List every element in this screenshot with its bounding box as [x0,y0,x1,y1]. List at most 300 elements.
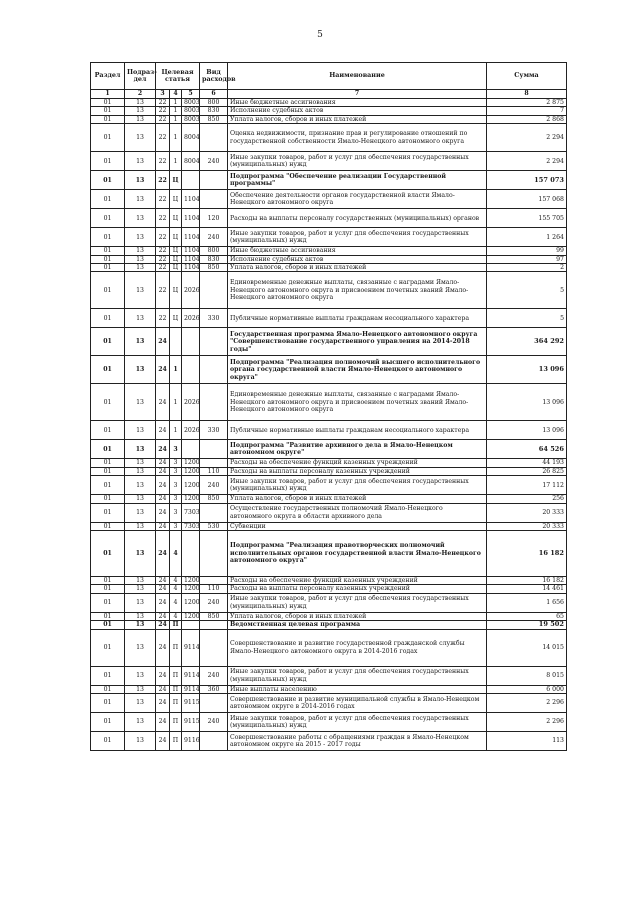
target-subprogram-cell: Ц [170,228,182,247]
razdel-cell: 01 [91,309,125,328]
target-program-cell: 22 [156,107,170,115]
table-row [91,440,567,459]
table-row [91,621,567,629]
amount-cell: 20 333 [487,522,567,530]
item-name-cell: Иные закупки товаров, работ и услуг для обеспечения государственных (муниципальных) нужд [228,476,487,495]
target-subprogram-cell: П [170,694,182,713]
item-name-cell: Исполнение судебных актов [228,255,487,263]
target-subprogram-cell: Ц [170,190,182,209]
column-index: 2 [125,90,156,99]
item-name-cell: Субвенции [228,522,487,530]
podrazdel-cell: 13 [125,577,156,585]
razdel-cell: 01 [91,171,125,190]
column-index-row [91,90,567,99]
table-row [91,328,567,356]
target-direction-cell: 1200 [182,593,200,612]
razdel-cell: 01 [91,732,125,751]
podrazdel-cell: 13 [125,124,156,152]
column-index: 5 [182,90,200,99]
podrazdel-cell: 13 [125,621,156,629]
target-program-cell: 22 [156,124,170,152]
target-program-cell: 24 [156,694,170,713]
target-program-cell: 24 [156,495,170,503]
target-direction-cell: 1104 [182,209,200,228]
target-program-cell: 24 [156,440,170,459]
target-subprogram-cell: 4 [170,577,182,585]
target-subprogram-cell: Ц [170,247,182,255]
razdel-cell: 01 [91,503,125,522]
amount-cell: 97 [487,255,567,263]
expense-type-cell: 240 [200,228,228,247]
target-direction-cell: 7303 [182,522,200,530]
amount-cell: 20 333 [487,503,567,522]
podrazdel-cell: 13 [125,228,156,247]
target-subprogram-cell: П [170,685,182,693]
expense-type-cell: 850 [200,495,228,503]
table-row [91,629,567,666]
table-row [91,522,567,530]
item-name-cell: Уплата налогов, сборов и иных платежей [228,264,487,272]
target-program-cell: 22 [156,152,170,171]
table-row [91,309,567,328]
column-index: 4 [170,90,182,99]
target-direction-cell: 2026 [182,309,200,328]
target-direction-cell [182,621,200,629]
target-direction-cell: 1200 [182,495,200,503]
expense-type-cell: 830 [200,107,228,115]
target-subprogram-cell: 4 [170,531,182,577]
razdel-cell: 01 [91,255,125,263]
item-name-cell: Обеспечение деятельности органов государственной власти Ямало-Ненецкого автономного округа [228,190,487,209]
podrazdel-cell: 13 [125,209,156,228]
target-program-cell: 22 [156,309,170,328]
podrazdel-cell: 13 [125,356,156,384]
expense-type-cell: 850 [200,115,228,123]
target-direction-cell: 8003 [182,107,200,115]
table-row [91,356,567,384]
expense-type-cell [200,356,228,384]
table-row [91,124,567,152]
expense-type-cell [200,629,228,666]
podrazdel-cell: 13 [125,384,156,421]
column-index: 6 [200,90,228,99]
podrazdel-cell: 13 [125,152,156,171]
podrazdel-cell: 13 [125,440,156,459]
item-name-cell: Иные выплаты населению [228,685,487,693]
target-direction-cell [182,328,200,356]
table-row [91,531,567,577]
target-subprogram-cell: 3 [170,522,182,530]
table-row [91,228,567,247]
podrazdel-cell: 13 [125,694,156,713]
table-row [91,384,567,421]
podrazdel-cell: 13 [125,666,156,685]
expense-type-cell [200,694,228,713]
target-direction-cell: 2026 [182,421,200,440]
target-subprogram-cell: П [170,621,182,629]
podrazdel-cell: 13 [125,264,156,272]
item-name-cell: Уплата налогов, сборов и иных платежей [228,495,487,503]
target-direction-cell [182,356,200,384]
item-name-cell: Публичные нормативные выплаты гражданам несоциального характера [228,421,487,440]
item-name-cell: Расходы на выплаты персоналу казенных учреждений [228,467,487,475]
amount-cell: 5 [487,272,567,309]
table-row [91,107,567,115]
target-subprogram-cell: П [170,666,182,685]
target-subprogram-cell: 1 [170,384,182,421]
amount-cell: 157 068 [487,190,567,209]
razdel-cell: 01 [91,593,125,612]
target-program-cell: 24 [156,384,170,421]
expense-type-cell: 360 [200,685,228,693]
expense-type-cell: 110 [200,467,228,475]
target-program-cell: 24 [156,666,170,685]
target-direction-cell [182,171,200,190]
target-program-cell: 24 [156,522,170,530]
expense-type-cell: 240 [200,666,228,685]
item-name-cell: Иные закупки товаров, работ и услуг для обеспечения государственных (муниципальных) нужд [228,713,487,732]
podrazdel-cell: 13 [125,593,156,612]
target-subprogram-cell: Ц [170,255,182,263]
amount-cell: 13 096 [487,421,567,440]
target-program-cell: 22 [156,247,170,255]
item-name-cell: Совершенствование и развитие муниципальной службы в Ямало-Ненецком автономном округе в 2014-2016 годах [228,694,487,713]
expense-type-cell: 240 [200,713,228,732]
razdel-cell: 01 [91,476,125,495]
item-name-cell: Расходы на выплаты персоналу государственных (муниципальных) органов [228,209,487,228]
target-subprogram-cell: 1 [170,421,182,440]
expense-type-cell [200,190,228,209]
razdel-cell: 01 [91,467,125,475]
podrazdel-cell: 13 [125,115,156,123]
target-direction-cell: 8003 [182,99,200,107]
target-direction-cell: 9115 [182,713,200,732]
razdel-cell: 01 [91,247,125,255]
razdel-cell: 01 [91,421,125,440]
expense-type-cell: 530 [200,522,228,530]
target-direction-cell: 9115 [182,694,200,713]
amount-cell: 2 296 [487,694,567,713]
razdel-cell: 01 [91,666,125,685]
target-subprogram-cell: 3 [170,503,182,522]
item-name-cell: Оценка недвижимости, признание прав и регулирование отношений по государственной собственности Ямало-Ненецкого автономного округа [228,124,487,152]
table-row [91,190,567,209]
target-direction-cell: 1200 [182,459,200,467]
razdel-cell: 01 [91,124,125,152]
expense-type-cell: 800 [200,99,228,107]
target-direction-cell [182,440,200,459]
podrazdel-cell: 13 [125,99,156,107]
item-name-cell: Подпрограмма "Развитие архивного дела в Ямало-Ненецком автономном округе" [228,440,487,459]
column-index: 7 [228,90,487,99]
target-subprogram-cell: П [170,629,182,666]
target-program-cell: 24 [156,713,170,732]
expense-type-cell: 330 [200,309,228,328]
item-name-cell: Совершенствование и развитие государственной гражданской службы Ямало-Ненецкого автономного округа в 2014-2016 годах [228,629,487,666]
column-index: 1 [91,90,125,99]
header-name: Наименование [228,63,487,90]
header-razdel: Раздел [91,63,125,90]
razdel-cell: 01 [91,228,125,247]
razdel-cell: 01 [91,356,125,384]
amount-cell: 14 461 [487,585,567,593]
target-subprogram-cell: 3 [170,459,182,467]
target-subprogram-cell: Ц [170,209,182,228]
podrazdel-cell: 13 [125,272,156,309]
expense-type-cell [200,732,228,751]
table-row [91,264,567,272]
expense-type-cell: 240 [200,152,228,171]
item-name-cell: Иные бюджетные ассигнования [228,247,487,255]
amount-cell: 8 015 [487,666,567,685]
target-direction-cell: 8004 [182,152,200,171]
target-program-cell: 24 [156,593,170,612]
target-direction-cell: 2026 [182,384,200,421]
target-subprogram-cell [170,328,182,356]
table-row [91,272,567,309]
podrazdel-cell: 13 [125,247,156,255]
target-direction-cell: 1104 [182,247,200,255]
amount-cell: 157 073 [487,171,567,190]
table-body [91,99,567,751]
razdel-cell: 01 [91,152,125,171]
razdel-cell: 01 [91,99,125,107]
target-subprogram-cell: Ц [170,309,182,328]
amount-cell: 16 182 [487,577,567,585]
razdel-cell: 01 [91,495,125,503]
table-row [91,152,567,171]
podrazdel-cell: 13 [125,531,156,577]
target-direction-cell: 1104 [182,264,200,272]
budget-table [90,62,567,751]
razdel-cell: 01 [91,115,125,123]
razdel-cell: 01 [91,272,125,309]
razdel-cell: 01 [91,612,125,620]
podrazdel-cell: 13 [125,107,156,115]
amount-cell: 19 502 [487,621,567,629]
item-name-cell: Иные закупки товаров, работ и услуг для обеспечения государственных (муниципальных) нужд [228,228,487,247]
target-subprogram-cell: 3 [170,495,182,503]
podrazdel-cell: 13 [125,421,156,440]
target-subprogram-cell: 3 [170,440,182,459]
target-subprogram-cell: 4 [170,612,182,620]
target-subprogram-cell: 1 [170,107,182,115]
amount-cell: 2 875 [487,99,567,107]
column-index: 3 [156,90,170,99]
target-direction-cell: 2026 [182,272,200,309]
expense-type-cell [200,171,228,190]
target-direction-cell: 8003 [182,115,200,123]
razdel-cell: 01 [91,577,125,585]
table-row [91,577,567,585]
razdel-cell: 01 [91,328,125,356]
item-name-cell: Уплата налогов, сборов и иных платежей [228,115,487,123]
target-program-cell: 24 [156,629,170,666]
target-program-cell: 22 [156,264,170,272]
expense-type-cell: 850 [200,264,228,272]
amount-cell: 2 868 [487,115,567,123]
target-program-cell: 22 [156,209,170,228]
amount-cell: 2 296 [487,713,567,732]
podrazdel-cell: 13 [125,732,156,751]
razdel-cell: 01 [91,629,125,666]
podrazdel-cell: 13 [125,171,156,190]
podrazdel-cell: 13 [125,612,156,620]
razdel-cell: 01 [91,694,125,713]
item-name-cell: Единовременные денежные выплаты, связанные с наградами Ямало-Ненецкого автономного округа и присвоением почетных званий Ямало-Ненецкого автономного округа [228,272,487,309]
amount-cell: 256 [487,495,567,503]
target-subprogram-cell: П [170,732,182,751]
target-subprogram-cell: Ц [170,264,182,272]
expense-type-cell [200,459,228,467]
amount-cell: 65 [487,612,567,620]
item-name-cell: Государственная программа Ямало-Ненецкого автономного округа "Совершенствование государственного управления на 2014-2018 годы" [228,328,487,356]
expense-type-cell [200,577,228,585]
target-direction-cell: 1200 [182,467,200,475]
item-name-cell: Иные закупки товаров, работ и услуг для обеспечения государственных (муниципальных) нужд [228,666,487,685]
target-program-cell: 24 [156,732,170,751]
column-index: 8 [487,90,567,99]
header-celevaya: Целевая статья [156,63,200,90]
expense-type-cell [200,503,228,522]
item-name-cell: Иные закупки товаров, работ и услуг для обеспечения государственных (муниципальных) нужд [228,593,487,612]
expense-type-cell [200,440,228,459]
target-program-cell: 22 [156,228,170,247]
target-subprogram-cell: Ц [170,171,182,190]
target-direction-cell [182,531,200,577]
podrazdel-cell: 13 [125,685,156,693]
expense-type-cell [200,328,228,356]
target-direction-cell: 9114 [182,629,200,666]
expense-type-cell: 830 [200,255,228,263]
target-program-cell: 24 [156,585,170,593]
item-name-cell: Подпрограмма "Реализация полномочий высшего исполнительного органа государственной власти Ямало-Ненецкого автономного округа" [228,356,487,384]
item-name-cell: Исполнение судебных актов [228,107,487,115]
podrazdel-cell: 13 [125,495,156,503]
podrazdel-cell: 13 [125,522,156,530]
expense-type-cell: 800 [200,247,228,255]
target-subprogram-cell: 3 [170,467,182,475]
header-vid: Вид расходов [200,63,228,90]
amount-cell: 17 112 [487,476,567,495]
amount-cell: 13 096 [487,384,567,421]
podrazdel-cell: 13 [125,309,156,328]
target-program-cell: 24 [156,476,170,495]
amount-cell: 1 656 [487,593,567,612]
item-name-cell: Иные закупки товаров, работ и услуг для обеспечения государственных (муниципальных) нужд [228,152,487,171]
target-program-cell: 24 [156,621,170,629]
expense-type-cell: 850 [200,612,228,620]
razdel-cell: 01 [91,107,125,115]
item-name-cell: Ведомственная целевая программа [228,621,487,629]
target-program-cell: 24 [156,531,170,577]
expense-type-cell [200,531,228,577]
expense-type-cell [200,384,228,421]
razdel-cell: 01 [91,209,125,228]
table-row [91,171,567,190]
target-program-cell: 24 [156,685,170,693]
razdel-cell: 01 [91,384,125,421]
target-subprogram-cell: П [170,713,182,732]
amount-cell: 14 015 [487,629,567,666]
amount-cell: 2 [487,264,567,272]
razdel-cell: 01 [91,585,125,593]
target-subprogram-cell: 3 [170,476,182,495]
item-name-cell: Подпрограмма "Реализация правотворческих полномочий исполнительных органов государственной власти Ямало-Ненецкого автономного округа" [228,531,487,577]
target-program-cell: 24 [156,612,170,620]
table-row [91,694,567,713]
podrazdel-cell: 13 [125,585,156,593]
table-row [91,585,567,593]
target-subprogram-cell: 1 [170,152,182,171]
podrazdel-cell: 13 [125,476,156,495]
target-program-cell: 22 [156,171,170,190]
target-direction-cell: 1104 [182,190,200,209]
item-name-cell: Единовременные денежные выплаты, связанные с наградами Ямало-Ненецкого автономного округа и присвоением почетных званий Ямало-Ненецкого автономного округа [228,384,487,421]
podrazdel-cell: 13 [125,467,156,475]
target-direction-cell: 9114 [182,685,200,693]
target-program-cell: 24 [156,328,170,356]
podrazdel-cell: 13 [125,503,156,522]
item-name-cell: Публичные нормативные выплаты гражданам несоциального характера [228,309,487,328]
target-direction-cell: 7303 [182,503,200,522]
razdel-cell: 01 [91,621,125,629]
table-row [91,476,567,495]
podrazdel-cell: 13 [125,459,156,467]
target-direction-cell: 1200 [182,476,200,495]
target-subprogram-cell: 1 [170,99,182,107]
amount-cell: 64 526 [487,440,567,459]
table-row [91,467,567,475]
target-program-cell: 24 [156,467,170,475]
target-direction-cell: 1104 [182,255,200,263]
target-program-cell: 24 [156,459,170,467]
item-name-cell: Подпрограмма "Обеспечение реализации Государственной программы" [228,171,487,190]
target-subprogram-cell: 4 [170,593,182,612]
razdel-cell: 01 [91,713,125,732]
table-row [91,495,567,503]
table-row [91,685,567,693]
item-name-cell: Расходы на обеспечение функций казенных учреждений [228,459,487,467]
amount-cell: 26 825 [487,467,567,475]
amount-cell: 99 [487,247,567,255]
expense-type-cell [200,272,228,309]
podrazdel-cell: 13 [125,255,156,263]
header-sum: Сумма [487,63,567,90]
table-row [91,421,567,440]
razdel-cell: 01 [91,459,125,467]
target-program-cell: 24 [156,503,170,522]
razdel-cell: 01 [91,531,125,577]
target-program-cell: 22 [156,99,170,107]
razdel-cell: 01 [91,440,125,459]
razdel-cell: 01 [91,264,125,272]
item-name-cell: Расходы на обеспечение функций казенных учреждений [228,577,487,585]
target-direction-cell: 9114 [182,666,200,685]
target-subprogram-cell: 1 [170,356,182,384]
target-direction-cell: 9116 [182,732,200,751]
expense-type-cell [200,124,228,152]
target-direction-cell: 8004 [182,124,200,152]
header-podrazdel: Подраз- дел [125,63,156,90]
target-program-cell: 22 [156,190,170,209]
page-number: 5 [317,30,323,40]
amount-cell: 155 705 [487,209,567,228]
table-row [91,209,567,228]
item-name-cell: Уплата налогов, сборов и иных платежей [228,612,487,620]
target-direction-cell: 1200 [182,585,200,593]
target-program-cell: 22 [156,115,170,123]
